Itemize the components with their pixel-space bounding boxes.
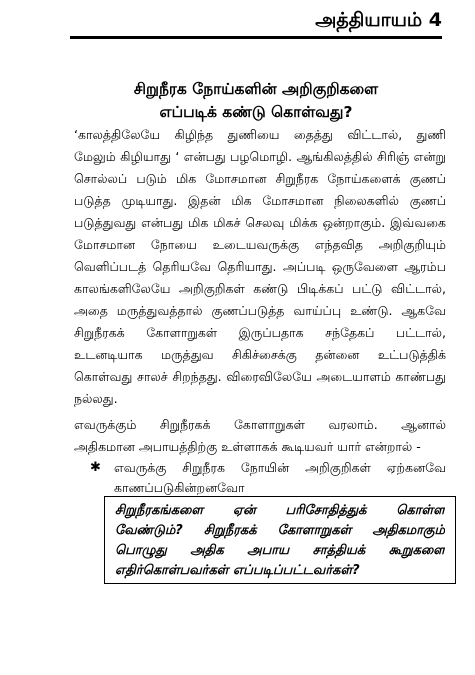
paragraph-line: மோசமான நோயை உடையவருக்கு எந்தவித அறிகுறியும் [74, 237, 446, 252]
paragraph-line: கொள்வது சாலச் சிறந்தது. விரைவிலேயே அடையாளம் காண்பது [74, 369, 446, 384]
chapter-heading: அத்தியாயம் 4 [315, 9, 442, 31]
boxed-question-line: எதிர்கொள்பவர்கள் எப்படிப்பட்டவர்கள்? [115, 563, 360, 578]
paragraph-line: அதை மருத்துவத்தால் குணப்படுத்த வாய்ப்பு உண்டு. ஆகவே [74, 303, 446, 318]
section-title-line-2: எப்படிக் கண்டு கொள்வது? [159, 103, 353, 121]
paragraph-line: அதிகமான அபாயத்திற்கு உள்ளாகக் கூடியவர் யார் என்றால் - [74, 439, 421, 454]
section-title-line-1: சிறுநீரக நோய்களின் அறிகுறிகளை [133, 80, 379, 98]
paragraph-line: காலங்களிலேயே அறிகுறிகள் கண்டு பிடிக்கப் பட்டு விட்டால், [74, 281, 446, 296]
paragraph-line: படுத்த முடியாது. இதன் மிக மோசமான நிலைகளில் குணப் [74, 193, 446, 208]
paragraph-line: வெளிப்படத் தெரியவே தெரியாது. அப்படி ஒருவேளை ஆரம்ப [74, 259, 446, 274]
section-title [70, 78, 442, 124]
boxed-question-line: வேண்டும்? சிறுநீரகக் கோளாறுகள் அதிகமாகும் [115, 523, 445, 538]
paragraph-line: எவருக்கும் சிறுநீரகக் கோளாறுகள் வரலாம். ஆனால் [74, 417, 446, 432]
paragraph-line: மேலும் கிழியாது ‘ என்பது பழமொழி. ஆங்கிலத்தில் சிரிஞ் என்று [74, 149, 446, 164]
paragraph-line: ‘காலத்திலேயே கிழிந்த துணியை தைத்து விட்டால், துணி [74, 127, 446, 142]
boxed-question [104, 496, 456, 584]
body-paragraph-1 [74, 124, 446, 410]
bullet-line: எவருக்கு சிறுநீரக நோயின் அறிகுறிகள் ஏற்கனவே [114, 460, 446, 475]
boxed-question-line: சிறுநீரகங்களை ஏன் பரிசோதித்துக் கொள்ள [115, 503, 445, 518]
paragraph-line: படுத்துவது என்பது மிக மிகச் செலவு மிக்க ஒன்றாகும். இவ்வகை [74, 215, 446, 230]
asterisk-bullet-icon: ✱ [90, 460, 101, 475]
chapter-heading-rule [70, 36, 442, 39]
paragraph-line: உடனடியாக மருத்துவ சிகிச்சைக்கு தன்னை உட்படுத்திக் [74, 347, 446, 362]
paragraph-line: சொல்லப் படும் மிக மோசமான சிறுநீரக நோய்களைக் குணப் [74, 171, 446, 186]
body-paragraph-2 [74, 414, 446, 458]
bullet-text [114, 458, 446, 498]
boxed-question-line: பொழுது அதிக அபாய சாத்தியக் கூறுகளை [115, 543, 445, 558]
paragraph-line: நல்லது. [74, 391, 118, 406]
bullet-line: காணப்படுகின்றனவோ [114, 480, 245, 495]
paragraph-line: சிறுநீரகக் கோளாறுகள் இருப்பதாக சந்தேகப் பட்டால், [74, 325, 446, 340]
